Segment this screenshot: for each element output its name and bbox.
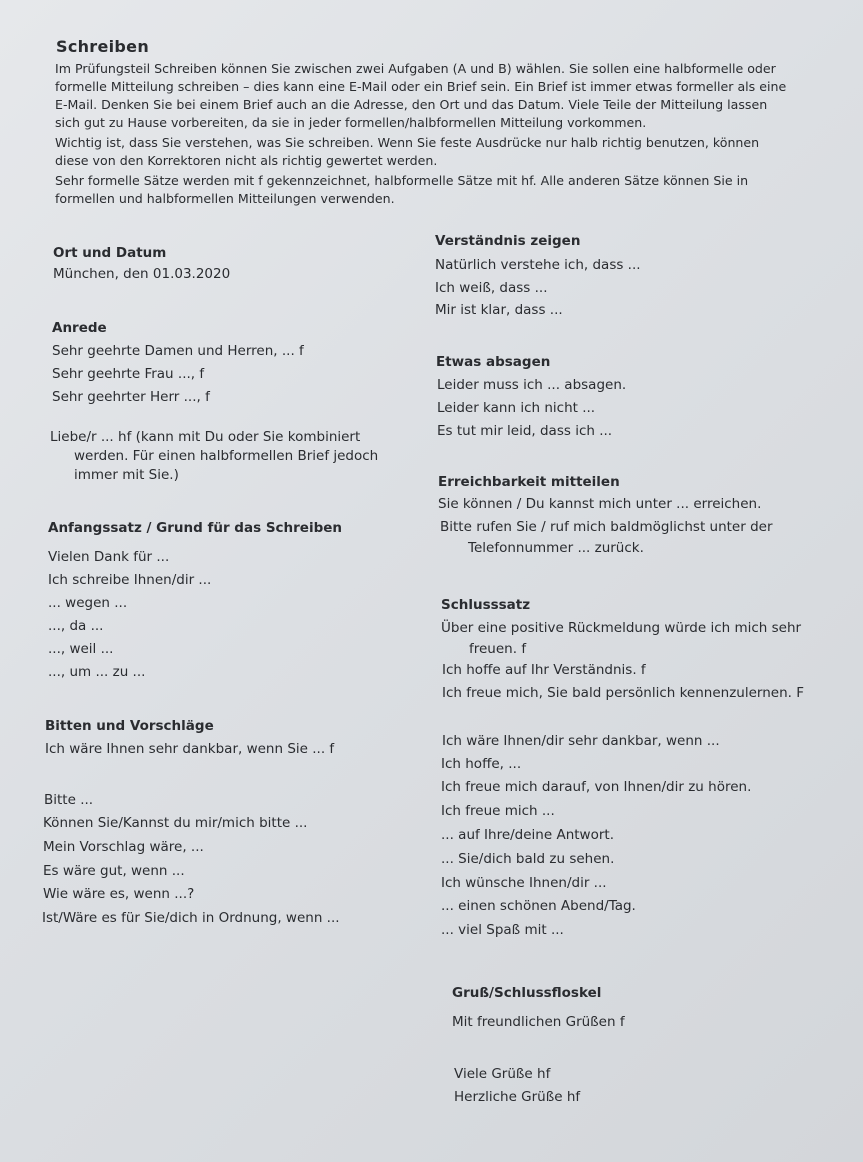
- erreichbarkeit-note: [440, 517, 800, 559]
- bitten-item: Ich wäre Ihnen sehr dankbar, wenn Sie ... f: [45, 741, 335, 757]
- intro-text: [55, 60, 795, 210]
- schlusssatz-item: ... einen schönen Abend/Tag.: [441, 898, 636, 914]
- ort-datum-item: München, den 01.03.2020: [53, 266, 231, 282]
- anfang-item: Ich schreibe Ihnen/dir ...: [48, 572, 212, 588]
- erreichbarkeit-line: Bitte rufen Sie / ruf mich baldmöglichst unter der: [440, 519, 773, 535]
- anrede-item: Sehr geehrter Herr ..., f: [52, 389, 210, 405]
- intro-paragraph-3: Sehr formelle Sätze werden mit f gekennzeichnet, halbformelle Sätze mit hf. Alle anderen Sätze können Sie in formellen und halbformellen Mitteilungen verwenden.: [55, 173, 749, 206]
- bitten-item: Wie wäre es, wenn ...?: [43, 886, 195, 902]
- heading-anrede: Anrede: [52, 320, 107, 336]
- anfang-item: ..., da ...: [48, 618, 104, 634]
- heading-etwas-absagen: Etwas absagen: [436, 354, 551, 370]
- schlusssatz-line: freuen. f: [469, 641, 527, 657]
- gruss-item: Herzliche Grüße hf: [454, 1089, 581, 1105]
- bitten-item: Es wäre gut, wenn ...: [43, 863, 185, 879]
- intro-paragraph-2: Wichtig ist, dass Sie verstehen, was Sie schreiben. Wenn Sie feste Ausdrücke nur halb richtig benutzen, können diese von den Korrektoren nicht als richtig gewertet werden.: [55, 135, 760, 168]
- anrede-note-line: immer mit Sie.): [74, 467, 179, 483]
- heading-ort-datum: Ort und Datum: [53, 245, 167, 261]
- heading-gruss: Gruß/Schlussfloskel: [452, 985, 602, 1001]
- bitten-item: Bitte ...: [44, 792, 94, 808]
- schlusssatz-item: ... viel Spaß mit ...: [441, 922, 564, 938]
- schlusssatz-item: Ich freue mich, Sie bald persönlich kennenzulernen. F: [442, 685, 804, 701]
- heading-schlusssatz: Schlusssatz: [441, 597, 531, 613]
- heading-anfangssatz: Anfangssatz / Grund für das Schreiben: [48, 520, 343, 536]
- anrede-item: Sehr geehrte Damen und Herren, ... f: [52, 343, 304, 359]
- anrede-item: Sehr geehrte Frau ..., f: [52, 366, 205, 382]
- anfang-item: Vielen Dank für ...: [48, 549, 170, 565]
- schlusssatz-item: ... Sie/dich bald zu sehen.: [441, 851, 615, 867]
- bitten-item: Mein Vorschlag wäre, ...: [43, 839, 204, 855]
- anrede-note-line: werden. Für einen halbformellen Brief jedoch: [74, 448, 379, 464]
- verstaendnis-item: Mir ist klar, dass ...: [435, 302, 563, 318]
- schlusssatz-item: ... auf Ihre/deine Antwort.: [441, 827, 614, 843]
- schlusssatz-item: Ich hoffe auf Ihr Verständnis. f: [442, 662, 646, 678]
- absagen-item: Leider muss ich ... absagen.: [437, 377, 627, 393]
- absagen-item: Es tut mir leid, dass ich ...: [437, 423, 613, 439]
- schlusssatz-item: Ich wäre Ihnen/dir sehr dankbar, wenn ...: [442, 733, 720, 749]
- erreichbarkeit-line: Telefonnummer ... zurück.: [468, 540, 644, 556]
- anrede-note-line: Liebe/r ... hf (kann mit Du oder Sie kombiniert: [50, 429, 361, 445]
- anfang-item: ..., um ... zu ...: [48, 664, 146, 680]
- gruss-item: Viele Grüße hf: [454, 1066, 551, 1082]
- schlusssatz-item: Ich hoffe, ...: [441, 756, 522, 772]
- page-title: Schreiben: [56, 37, 150, 56]
- schlusssatz-line: Über eine positive Rückmeldung würde ich mich sehr: [441, 620, 802, 636]
- bitten-item: Können Sie/Kannst du mir/mich bitte ...: [43, 815, 308, 831]
- anrede-note: [50, 428, 390, 485]
- bitten-item: Ist/Wäre es für Sie/dich in Ordnung, wenn ...: [42, 910, 340, 926]
- gruss-item: Mit freundlichen Grüßen f: [452, 1014, 625, 1030]
- heading-bitten-vorschlaege: Bitten und Vorschläge: [45, 718, 214, 734]
- heading-erreichbarkeit: Erreichbarkeit mitteilen: [438, 474, 620, 490]
- anfang-item: ..., weil ...: [48, 641, 114, 657]
- verstaendnis-item: Ich weiß, dass ...: [435, 280, 548, 296]
- intro-paragraph-1: Im Prüfungsteil Schreiben können Sie zwischen zwei Aufgaben (A und B) wählen. Sie sollen eine halbformelle oder formelle Mitteilung schreiben – dies kann eine E-Mail oder ein Brief sein. Ein Brief ist immer etwas formeller als eine E-Mail. Denken Sie bei einem Brief auch an die Adresse, den Ort und das Datum. Viele Teile der Mitteilung lassen sich gut zu Hause vorbereiten, da sie in jeder formellen/halbformellen Mitteilung vorkommen.: [55, 61, 787, 130]
- absagen-item: Leider kann ich nicht ...: [437, 400, 596, 416]
- schlusssatz-item: Ich freue mich ...: [441, 803, 555, 819]
- erreichbarkeit-item: Sie können / Du kannst mich unter ... erreichen.: [438, 496, 762, 512]
- anfang-item: ... wegen ...: [48, 595, 128, 611]
- schlusssatz-item: Ich freue mich darauf, von Ihnen/dir zu hören.: [441, 779, 752, 795]
- heading-verstaendnis: Verständnis zeigen: [435, 233, 581, 249]
- schlusssatz-note: [441, 618, 821, 660]
- verstaendnis-item: Natürlich verstehe ich, dass ...: [435, 257, 641, 273]
- schlusssatz-item: Ich wünsche Ihnen/dir ...: [441, 875, 607, 891]
